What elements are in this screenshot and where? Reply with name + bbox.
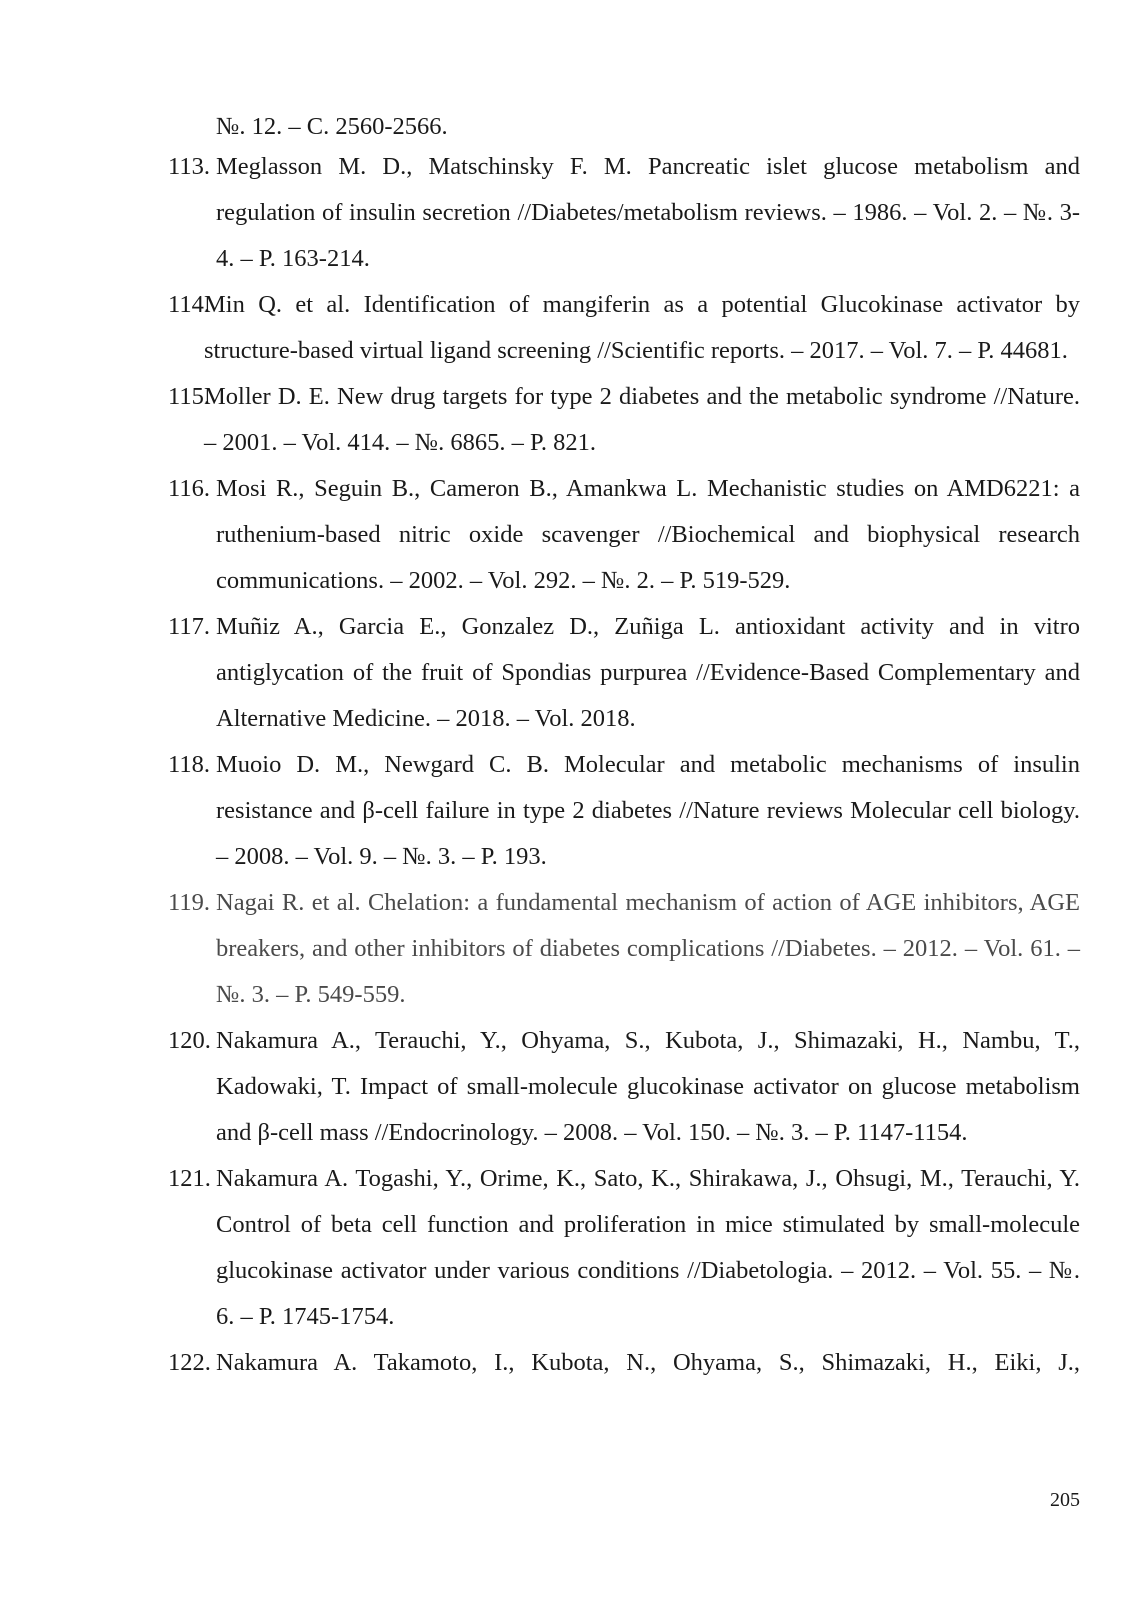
reference-number: 120. [168,1027,211,1054]
reference-number: 115. [168,383,210,410]
reference-number: 114. [168,291,210,318]
reference-text: Muñiz A., Garcia E., Gonzalez D., Zuñiga L. antioxidant activity and in vitro antiglycation of the fruit of Spondias purpurea //Evidence-Based Complementary and Alternative Medicine. – 2018. – Vol. 2018. [216,613,1080,732]
reference-number: 117. [168,613,210,640]
reference-item [168,282,1080,374]
reference-item [168,1156,1080,1340]
reference-number: 116. [168,475,210,502]
reference-number: 119. [168,889,210,916]
reference-text: Moller D. E. New drug targets for type 2 diabetes and the metabolic syndrome //Nature. – 2001. – Vol. 414. – №. 6865. – P. 821. [204,383,1080,456]
reference-text: Nagai R. et al. Chelation: a fundamental mechanism of action of AGE inhibitors, AGE breakers, and other inhibitors of diabetes complications //Diabetes. – 2012. – Vol. 61. – №. 3. – P. 549-559. [216,889,1080,1008]
page-number: 205 [1050,1489,1080,1511]
reference-text: Min Q. et al. Identification of mangiferin as a potential Glucokinase activator by structure-based virtual ligand screening //Scientific reports. – 2017. – Vol. 7. – P. 44681. [204,291,1080,364]
reference-item [168,144,1080,282]
reference-number: 118. [168,751,210,778]
reference-list [168,144,1080,1386]
reference-number: 121. [168,1165,211,1192]
reference-continuation: №. 12. – С. 2560-2566. [216,113,448,140]
reference-item [168,466,1080,604]
reference-item [168,1340,1080,1386]
reference-text: Mosi R., Seguin B., Cameron B., Amankwa L. Mechanistic studies on AMD6221: a ruthenium-based nitric oxide scavenger //Biochemical and biophysical research communications. – 2002. – Vol. 292. – №. 2. – P. 519-529. [216,475,1080,594]
reference-item [168,604,1080,742]
reference-text: Nakamura A. Togashi, Y., Orime, K., Sato, K., Shirakawa, J., Ohsugi, M., Terauchi, Y. Control of beta cell function and proliferation in mice stimulated by small-molecule glucokinase activator under various conditions //Diabetologia. – 2012. – Vol. 55. – №. 6. – P. 1745-1754. [216,1165,1080,1330]
reference-item [168,1018,1080,1156]
reference-text: Nakamura A. Takamoto, I., Kubota, N., Ohyama, S., Shimazaki, H., Eiki, J., [216,1349,1080,1376]
reference-number: 122. [168,1349,211,1376]
reference-number: 113. [168,153,210,180]
reference-text: Meglasson M. D., Matschinsky F. M. Pancreatic islet glucose metabolism and regulation of insulin secretion //Diabetes/metabolism reviews. – 1986. – Vol. 2. – №. 3-4. – P. 163-214. [216,153,1080,272]
reference-item [168,742,1080,880]
reference-item [168,374,1080,466]
reference-text: Nakamura A., Terauchi, Y., Ohyama, S., Kubota, J., Shimazaki, H., Nambu, T., Kadowaki, T. Impact of small-molecule glucokinase activator on glucose metabolism and β-cell mass //Endocrinology. – 2008. – Vol. 150. – №. 3. – P. 1147-1154. [216,1027,1080,1146]
reference-item [168,880,1080,1018]
reference-text: Muoio D. M., Newgard C. B. Molecular and metabolic mechanisms of insulin resistance and β-cell failure in type 2 diabetes //Nature reviews Molecular cell biology. – 2008. – Vol. 9. – №. 3. – P. 193. [216,751,1080,870]
